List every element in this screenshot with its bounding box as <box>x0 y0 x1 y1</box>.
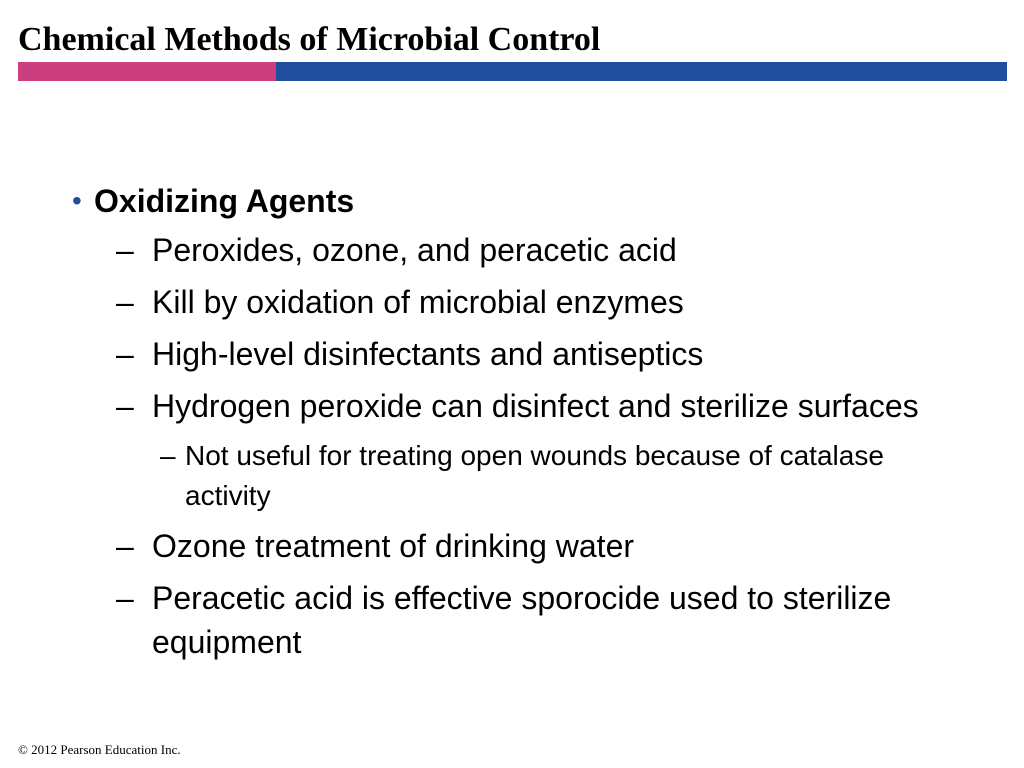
list-item <box>116 576 952 664</box>
dash-marker-icon: – <box>116 232 134 268</box>
list-item <box>116 332 952 376</box>
nested-list-item <box>160 436 952 516</box>
nested-bullet-list <box>160 436 952 516</box>
accent-bar-blue-segment <box>276 62 1007 81</box>
list-item-text: Peracetic acid is effective sporocide used to sterilize equipment <box>152 580 892 660</box>
list-item-text: High-level disinfectants and antiseptics <box>152 336 704 372</box>
copyright-footer: © 2012 Pearson Education Inc. <box>18 742 181 757</box>
sub-bullet-list <box>116 228 952 664</box>
dash-marker-icon: – <box>116 284 134 320</box>
list-item-text: Ozone treatment of drinking water <box>152 528 635 564</box>
list-item-text: Hydrogen peroxide can disinfect and sterilize surfaces <box>152 388 919 424</box>
dash-marker-icon: – <box>116 336 134 372</box>
list-item <box>116 384 952 428</box>
dash-marker-icon: – <box>116 388 134 424</box>
list-item-text: Kill by oxidation of microbial enzymes <box>152 284 684 320</box>
nested-list-container <box>116 436 952 516</box>
dash-marker-icon: – <box>116 528 134 564</box>
title-accent-bar <box>18 62 1007 81</box>
accent-bar-pink-segment <box>18 62 276 81</box>
slide-title: Chemical Methods of Microbial Control <box>18 21 601 58</box>
list-item <box>116 524 952 568</box>
dash-marker-icon: – <box>160 440 176 471</box>
list-item <box>116 228 952 272</box>
dash-marker-icon: – <box>116 580 134 616</box>
list-item <box>116 280 952 324</box>
nested-list-item-text: Not useful for treating open wounds because of catalase activity <box>185 440 884 511</box>
heading-text: Oxidizing Agents <box>94 183 355 219</box>
list-item-text: Peroxides, ozone, and peracetic acid <box>152 232 677 268</box>
slide-body <box>72 180 952 672</box>
bullet-heading <box>72 180 952 222</box>
bullet-marker-icon: • <box>72 185 82 216</box>
